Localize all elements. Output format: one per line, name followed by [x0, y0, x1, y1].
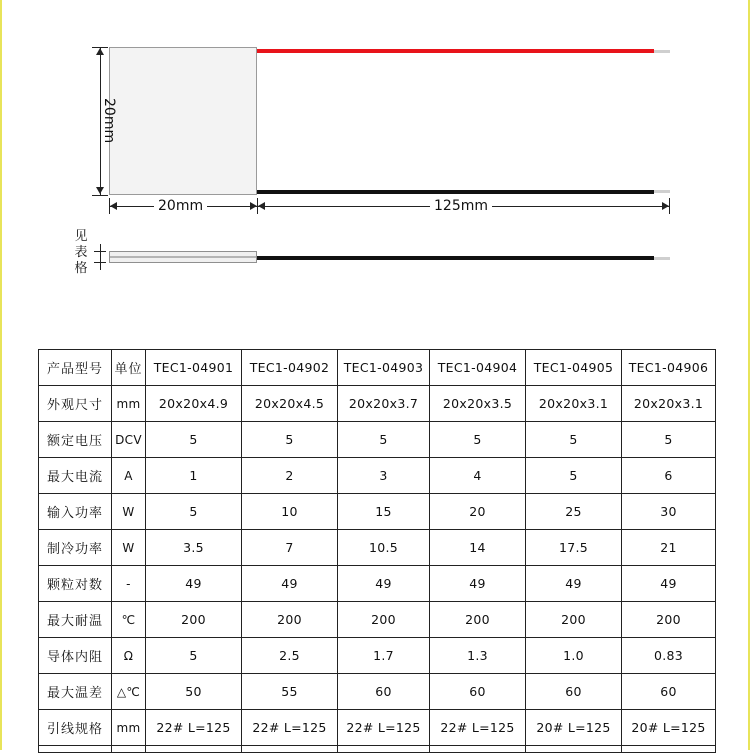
- table-cell: 55: [242, 674, 338, 710]
- height-label: 20mm: [101, 98, 117, 144]
- black-lead-wire: [257, 190, 654, 194]
- thickness-label-char: 格: [74, 261, 88, 276]
- table-row-cutoff: [39, 746, 716, 753]
- table-cell: 5: [146, 638, 242, 674]
- row-label: 最大温差: [39, 674, 112, 710]
- table-cell: [430, 746, 526, 753]
- spec-table: [38, 349, 716, 753]
- table-cell: 21: [622, 530, 716, 566]
- header-cell: TEC1-04902: [242, 350, 338, 386]
- table-cell: [338, 746, 430, 753]
- unit-cell: DCV: [112, 422, 146, 458]
- table-cell: 20x20x4.5: [242, 386, 338, 422]
- table-row: [39, 674, 716, 710]
- table-cell: 20# L=125: [526, 710, 622, 746]
- table-cell: 1.3: [430, 638, 526, 674]
- table-row: [39, 566, 716, 602]
- unit-cell: W: [112, 530, 146, 566]
- table-cell: 15: [338, 494, 430, 530]
- thickness-label-char: 表: [74, 245, 88, 260]
- table-row: [39, 710, 716, 746]
- table-cell: 49: [622, 566, 716, 602]
- unit-cell: A: [112, 458, 146, 494]
- table-cell: 49: [338, 566, 430, 602]
- row-label: 制冷功率: [39, 530, 112, 566]
- left-border: [0, 0, 2, 750]
- table-cell: 10.5: [338, 530, 430, 566]
- row-label: 引线规格: [39, 710, 112, 746]
- table-row: [39, 638, 716, 674]
- table-cell: 25: [526, 494, 622, 530]
- table-cell: [526, 746, 622, 753]
- unit-cell: mm: [112, 386, 146, 422]
- table-cell: 4: [430, 458, 526, 494]
- table-cell: 20x20x3.1: [622, 386, 716, 422]
- table-cell: 5: [242, 422, 338, 458]
- table-cell: 3.5: [146, 530, 242, 566]
- dimension-tick: [669, 198, 670, 214]
- table-cell: 20x20x3.1: [526, 386, 622, 422]
- table-cell: 14: [430, 530, 526, 566]
- table-cell: 5: [430, 422, 526, 458]
- table-cell: [146, 746, 242, 753]
- arrow-right-icon: [662, 202, 669, 210]
- table-cell: 200: [242, 602, 338, 638]
- unit-cell: △℃: [112, 674, 146, 710]
- red-lead-tip: [654, 50, 670, 53]
- table-cell: 1: [146, 458, 242, 494]
- row-label: 外观尺寸: [39, 386, 112, 422]
- black-lead-tip: [654, 190, 670, 193]
- table-cell: 200: [146, 602, 242, 638]
- header-cell: TEC1-04901: [146, 350, 242, 386]
- row-label: 导体内阻: [39, 638, 112, 674]
- table-cell: 5: [622, 422, 716, 458]
- arrow-left-icon: [258, 202, 265, 210]
- table-cell: 6: [622, 458, 716, 494]
- table-cell: 22# L=125: [242, 710, 338, 746]
- header-cell: 产品型号: [39, 350, 112, 386]
- table-row: [39, 602, 716, 638]
- table-cell: 60: [430, 674, 526, 710]
- module-side-plate: [109, 251, 257, 263]
- header-cell: TEC1-04905: [526, 350, 622, 386]
- table-cell: 49: [146, 566, 242, 602]
- thickness-label: [73, 229, 89, 277]
- table-cell: 2: [242, 458, 338, 494]
- table-row: [39, 386, 716, 422]
- thickness-label-char: 见: [74, 229, 88, 244]
- table-cell: [112, 746, 146, 753]
- table-cell: 1.7: [338, 638, 430, 674]
- table-cell: 20x20x3.5: [430, 386, 526, 422]
- table-row: [39, 530, 716, 566]
- table-cell: 22# L=125: [430, 710, 526, 746]
- table-cell: 30: [622, 494, 716, 530]
- row-label: 额定电压: [39, 422, 112, 458]
- dimension-tick: [94, 262, 106, 263]
- table-row: [39, 458, 716, 494]
- header-cell: 单位: [112, 350, 146, 386]
- row-label: 最大耐温: [39, 602, 112, 638]
- table-cell: 49: [242, 566, 338, 602]
- table-cell: 20x20x3.7: [338, 386, 430, 422]
- arrow-down-icon: [96, 187, 104, 194]
- table-row: [39, 494, 716, 530]
- dimension-tick: [92, 195, 108, 196]
- row-label: 颗粒对数: [39, 566, 112, 602]
- table-cell: 49: [526, 566, 622, 602]
- header-cell: TEC1-04904: [430, 350, 526, 386]
- table-cell: 5: [526, 458, 622, 494]
- table-cell: 200: [622, 602, 716, 638]
- arrow-up-icon: [96, 48, 104, 55]
- table-cell: 60: [622, 674, 716, 710]
- table-cell: 200: [338, 602, 430, 638]
- table-header-row: [39, 350, 716, 386]
- arrow-left-icon: [110, 202, 117, 210]
- side-lead-wire: [257, 256, 654, 260]
- table-cell: 60: [338, 674, 430, 710]
- table-cell: [622, 746, 716, 753]
- header-cell: TEC1-04903: [338, 350, 430, 386]
- unit-cell: -: [112, 566, 146, 602]
- table-cell: [39, 746, 112, 753]
- unit-cell: mm: [112, 710, 146, 746]
- table-cell: 0.83: [622, 638, 716, 674]
- table-cell: 5: [146, 422, 242, 458]
- table-cell: 20# L=125: [622, 710, 716, 746]
- table-cell: 22# L=125: [146, 710, 242, 746]
- table-cell: 5: [146, 494, 242, 530]
- table-cell: 20x20x4.9: [146, 386, 242, 422]
- table-cell: 5: [338, 422, 430, 458]
- dimension-tick: [94, 251, 106, 252]
- unit-cell: W: [112, 494, 146, 530]
- row-label: 输入功率: [39, 494, 112, 530]
- table-cell: 60: [526, 674, 622, 710]
- unit-cell: Ω: [112, 638, 146, 674]
- table-cell: 7: [242, 530, 338, 566]
- arrow-right-icon: [250, 202, 257, 210]
- table-cell: [242, 746, 338, 753]
- red-lead-wire: [257, 49, 654, 53]
- table-cell: 22# L=125: [338, 710, 430, 746]
- table-cell: 200: [430, 602, 526, 638]
- width-label: 20mm: [154, 198, 207, 214]
- table-cell: 10: [242, 494, 338, 530]
- row-label: 最大电流: [39, 458, 112, 494]
- table-cell: 200: [526, 602, 622, 638]
- table-cell: 2.5: [242, 638, 338, 674]
- table-cell: 49: [430, 566, 526, 602]
- table-cell: 5: [526, 422, 622, 458]
- wire-length-label: 125mm: [430, 198, 492, 214]
- side-lead-tip: [654, 257, 670, 260]
- table-cell: 20: [430, 494, 526, 530]
- table-cell: 17.5: [526, 530, 622, 566]
- header-cell: TEC1-04906: [622, 350, 716, 386]
- tec-module-plate: [109, 47, 257, 195]
- table-cell: 3: [338, 458, 430, 494]
- table-row: [39, 422, 716, 458]
- table-cell: 50: [146, 674, 242, 710]
- table-cell: 1.0: [526, 638, 622, 674]
- dimension-line: [100, 244, 101, 270]
- unit-cell: ℃: [112, 602, 146, 638]
